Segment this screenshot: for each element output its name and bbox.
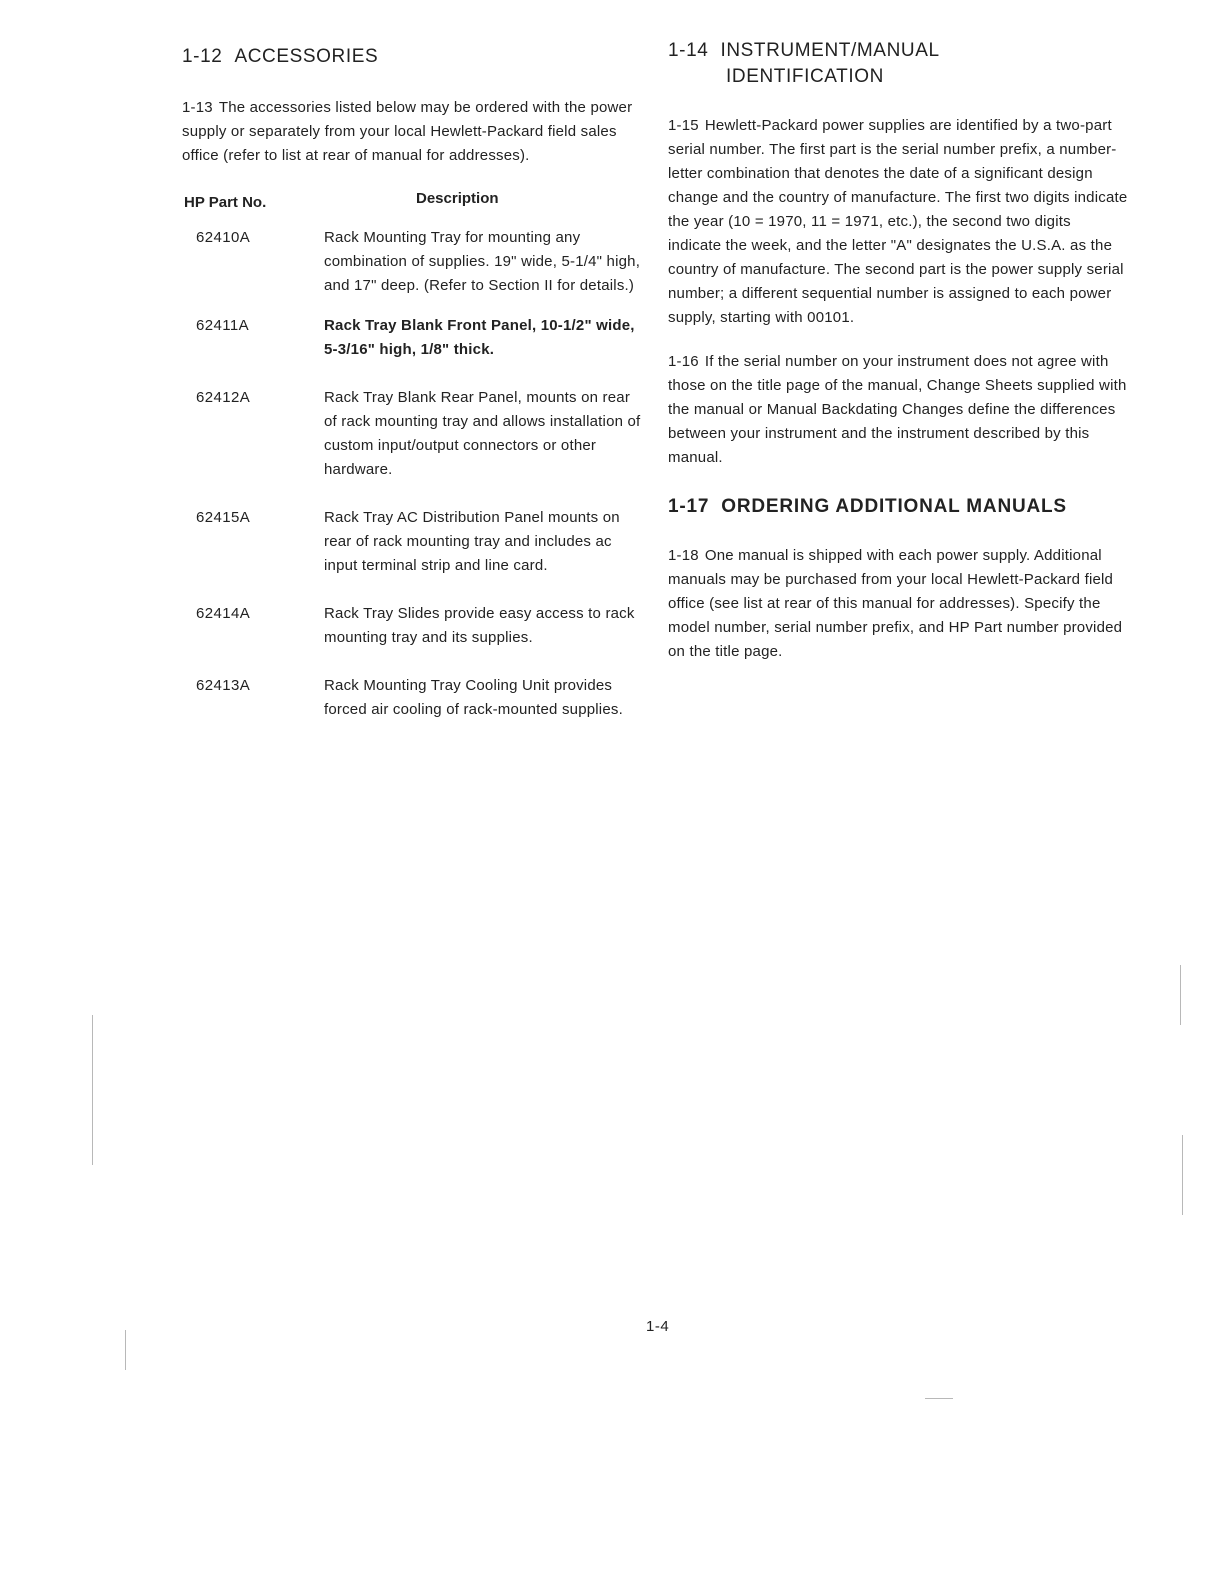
paragraph-number: 1-15 [668,117,699,134]
part-description: Rack Mounting Tray Cooling Unit provides forced air cooling of rack-mounted supplies. [324,677,623,718]
scan-artifact [125,1330,126,1370]
paragraph-1-16 [668,350,1128,470]
section-number: 1-14 [668,40,709,61]
paragraph-number: 1-16 [668,353,699,370]
header-part-number: HP Part No. [184,194,267,211]
part-number: 62414A [196,605,251,622]
right-column [668,38,1128,664]
table-row [182,602,644,650]
left-column [182,44,644,722]
paragraph-number: 1-18 [668,547,699,564]
part-description: Rack Tray Blank Rear Panel, mounts on rear of rack mounting tray and allows installation of custom input/output connectors or other hardware. [324,389,641,478]
section-number: 1-12 [182,46,223,67]
part-description: Rack Tray Blank Front Panel, 10-1/2" wide, 5-3/16" high, 1/8" thick. [324,317,635,358]
scan-artifact [1182,1135,1183,1215]
table-row [182,386,644,482]
part-number: 62415A [196,509,251,526]
table-row [182,314,644,362]
scan-artifact [925,1398,953,1399]
table-row [182,506,644,578]
paragraph-1-18 [668,544,1128,664]
paragraph-1-13 [182,96,644,168]
section-title-line2: IDENTIFICATION [726,66,884,87]
table-row [182,226,644,298]
accessories-table-header [182,190,644,218]
paragraph-text: If the serial number on your instrument does not agree with those on the title page of the manual, Change Sheets supplied with the manual or Manual Backdating Changes define the differences between your instrument and the instrument described by this manual. [668,353,1127,466]
section-title-line1: INSTRUMENT/MANUAL [720,40,940,61]
scan-artifact [92,1015,93,1165]
header-description: Description [416,190,499,207]
table-row [182,674,644,722]
part-description: Rack Mounting Tray for mounting any combination of supplies. 19" wide, 5-1/4" high, and 17" deep. (Refer to Section II for details.) [324,229,641,294]
section-number: 1-17 [668,496,710,517]
page-number: 1-4 [646,1318,670,1335]
scan-artifact [1180,965,1181,1025]
section-title: ACCESSORIES [234,46,379,67]
paragraph-text: Hewlett-Packard power supplies are identified by a two-part serial number. The first part is the serial number prefix, a number-letter combination that denotes the date of a significant design change and the country of manufacture. The first two digits indicate the year (10 = 1970, 11 = 1971, etc.), the second two digits indicate the week, and the letter "A" designates the U.S.A. as the country of manufacture. The second part is the power supply serial number; a different sequential number is assigned to each power supply, starting with 00101. [668,117,1128,326]
part-description: Rack Tray AC Distribution Panel mounts on rear of rack mounting tray and includes ac input terminal strip and line card. [324,509,620,574]
paragraph-1-15 [668,114,1128,330]
section-heading-identification [668,38,1128,90]
section-heading-accessories [182,44,644,70]
section-title: ORDERING ADDITIONAL MANUALS [721,496,1067,517]
part-number: 62412A [196,389,251,406]
paragraph-text: The accessories listed below may be ordered with the power supply or separately from your local Hewlett-Packard field sales office (refer to list at rear of manual for addresses). [182,99,633,164]
paragraph-number: 1-13 [182,99,213,116]
part-number: 62410A [196,229,251,246]
part-description: Rack Tray Slides provide easy access to rack mounting tray and its supplies. [324,605,635,646]
part-number: 62413A [196,677,251,694]
section-heading-ordering [668,494,1128,520]
paragraph-text: One manual is shipped with each power supply. Additional manuals may be purchased from your local Hewlett-Packard field office (see list at rear of this manual for addresses). Specify the model number, serial number prefix, and HP Part number provided on the title page. [668,547,1123,660]
part-number: 62411A [196,317,250,334]
